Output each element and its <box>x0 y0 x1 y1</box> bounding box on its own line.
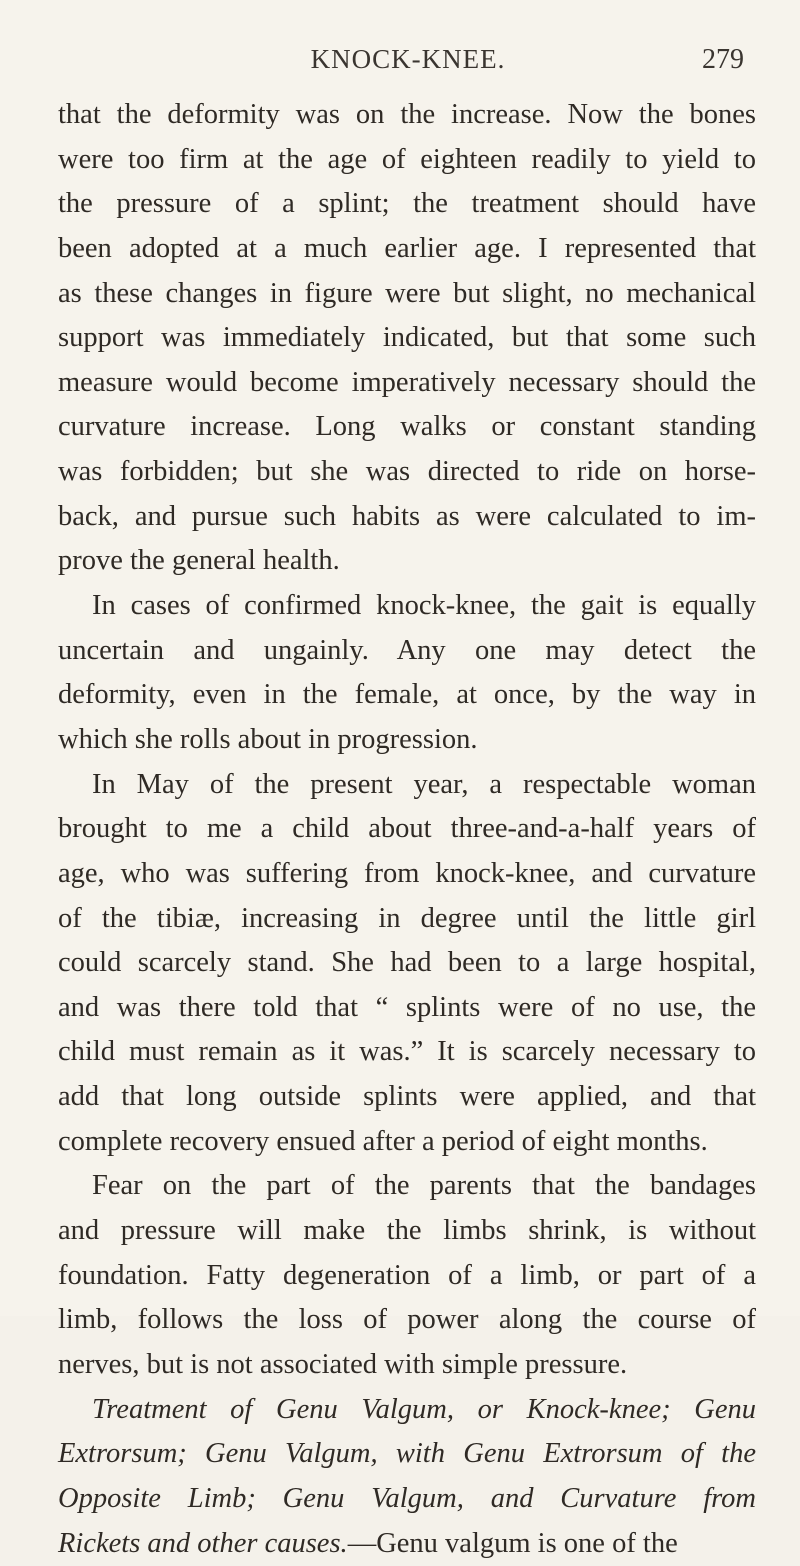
body-text <box>58 93 756 1566</box>
text-line: measure would become imperatively necessary should the <box>58 361 756 406</box>
running-title: KNOCK-KNEE. <box>66 44 750 75</box>
text-line: been adopted at a much earlier age. I represented that <box>58 227 756 272</box>
text-line: which she rolls about in progression. <box>58 718 756 763</box>
text-line: nerves, but is not associated with simple pressure. <box>58 1343 756 1388</box>
text-line: child must remain as it was.” It is scarcely necessary to <box>58 1030 756 1075</box>
text-line: add that long outside splints were applied, and that <box>58 1075 756 1120</box>
text-line: as these changes in figure were but slight, no mechanical <box>58 272 756 317</box>
text-line: back, and pursue such habits as were calculated to im- <box>58 495 756 540</box>
text-line: was forbidden; but she was directed to ride on horse- <box>58 450 756 495</box>
mixed-line <box>58 1522 756 1566</box>
paragraph-start-line: Fear on the part of the parents that the bandages <box>58 1164 756 1209</box>
text-line: of the tibiæ, increasing in degree until the little girl <box>58 897 756 942</box>
section-text-start: —Genu valgum is one of the <box>348 1528 678 1559</box>
text-line: complete recovery ensued after a period of eight months. <box>58 1120 756 1165</box>
text-line: curvature increase. Long walks or constant standing <box>58 405 756 450</box>
text-line: brought to me a child about three-and-a-half years of <box>58 807 756 852</box>
section-heading-line: Extrorsum; Genu Valgum, with Genu Extrorsum of the <box>58 1432 756 1477</box>
text-line: foundation. Fatty degeneration of a limb, or part of a <box>58 1254 756 1299</box>
paragraph-start-line: In May of the present year, a respectable woman <box>58 763 756 808</box>
section-heading-end: Rickets and other causes. <box>58 1528 348 1559</box>
text-line: and was there told that “ splints were of no use, the <box>58 986 756 1031</box>
text-line: support was immediately indicated, but that some such <box>58 316 756 361</box>
page-number: 279 <box>702 44 744 76</box>
text-line: uncertain and ungainly. Any one may detect the <box>58 629 756 674</box>
text-line: age, who was suffering from knock-knee, and curvature <box>58 852 756 897</box>
text-line: could scarcely stand. She had been to a large hospital, <box>58 941 756 986</box>
running-header <box>66 44 750 84</box>
text-line: were too firm at the age of eighteen readily to yield to <box>58 138 756 183</box>
paragraph-start-line: In cases of confirmed knock-knee, the gait is equally <box>58 584 756 629</box>
section-heading-line: Opposite Limb; Genu Valgum, and Curvature from <box>58 1477 756 1522</box>
text-line: that the deformity was on the increase. Now the bones <box>58 93 756 138</box>
text-line: limb, follows the loss of power along the course of <box>58 1298 756 1343</box>
text-line: deformity, even in the female, at once, by the way in <box>58 673 756 718</box>
text-line: prove the general health. <box>58 539 756 584</box>
text-line: and pressure will make the limbs shrink, is without <box>58 1209 756 1254</box>
section-heading-line: Treatment of Genu Valgum, or Knock-knee; Genu <box>58 1388 756 1433</box>
text-line: the pressure of a splint; the treatment should have <box>58 182 756 227</box>
